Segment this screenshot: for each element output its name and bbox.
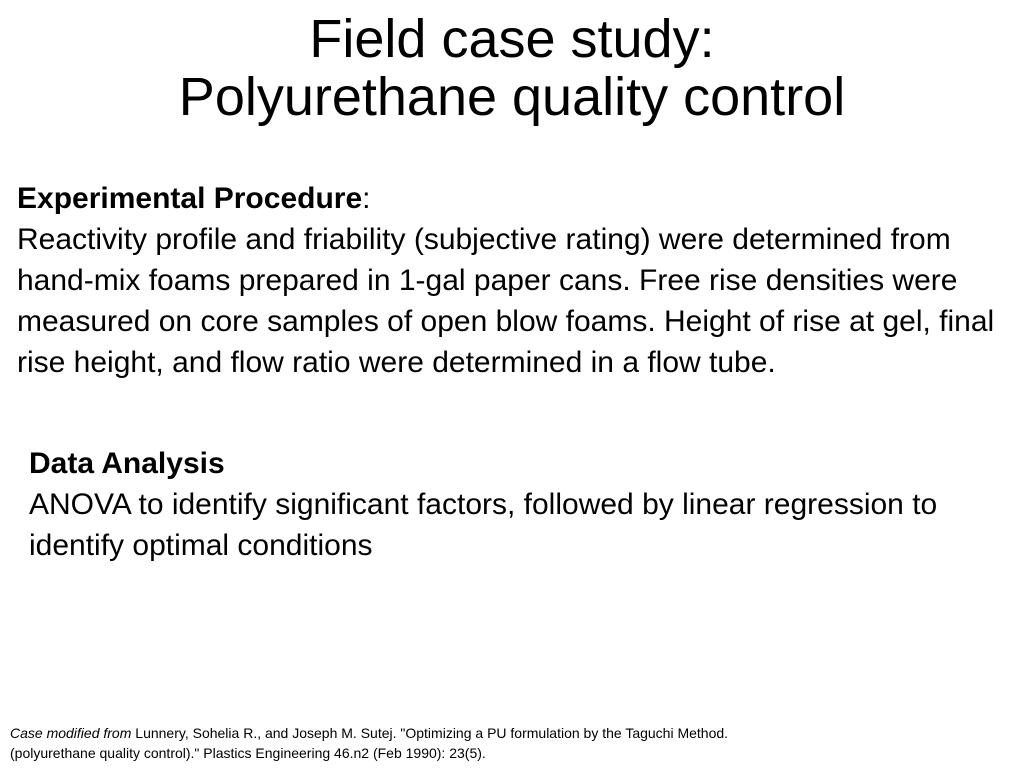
slide-title <box>0 10 1024 126</box>
slide-title-line-1: Field case study: <box>309 9 715 69</box>
data-analysis-heading: Data Analysis <box>29 447 225 480</box>
slide-title-line-2: Polyurethane quality control <box>178 67 846 127</box>
experimental-procedure-section <box>17 178 1007 383</box>
data-analysis-section <box>29 443 989 566</box>
citation <box>10 723 810 763</box>
experimental-procedure-heading-line <box>17 178 1007 219</box>
experimental-procedure-colon: : <box>362 182 371 215</box>
data-analysis-body: ANOVA to identify significant factors, followed by linear regression to identify optimal conditions <box>29 488 938 562</box>
citation-prefix: Case modified from <box>10 725 132 741</box>
experimental-procedure-body: Reactivity profile and friability (subjective rating) were determined from hand-mix foams prepared in 1-gal paper cans. Free rise densities were measured on core samples of open blow foams. Height of rise at gel, final rise height, and flow ratio were determined in a flow tube. <box>17 223 995 379</box>
experimental-procedure-heading: Experimental Procedure <box>17 182 363 215</box>
citation-text: Lunnery, Sohelia R., and Joseph M. Sutej. "Optimizing a PU formulation by the Taguchi Method. (polyurethane quality control)." Plastics Engineering 46.n2 (Feb 1990): 23(5). <box>10 725 729 761</box>
